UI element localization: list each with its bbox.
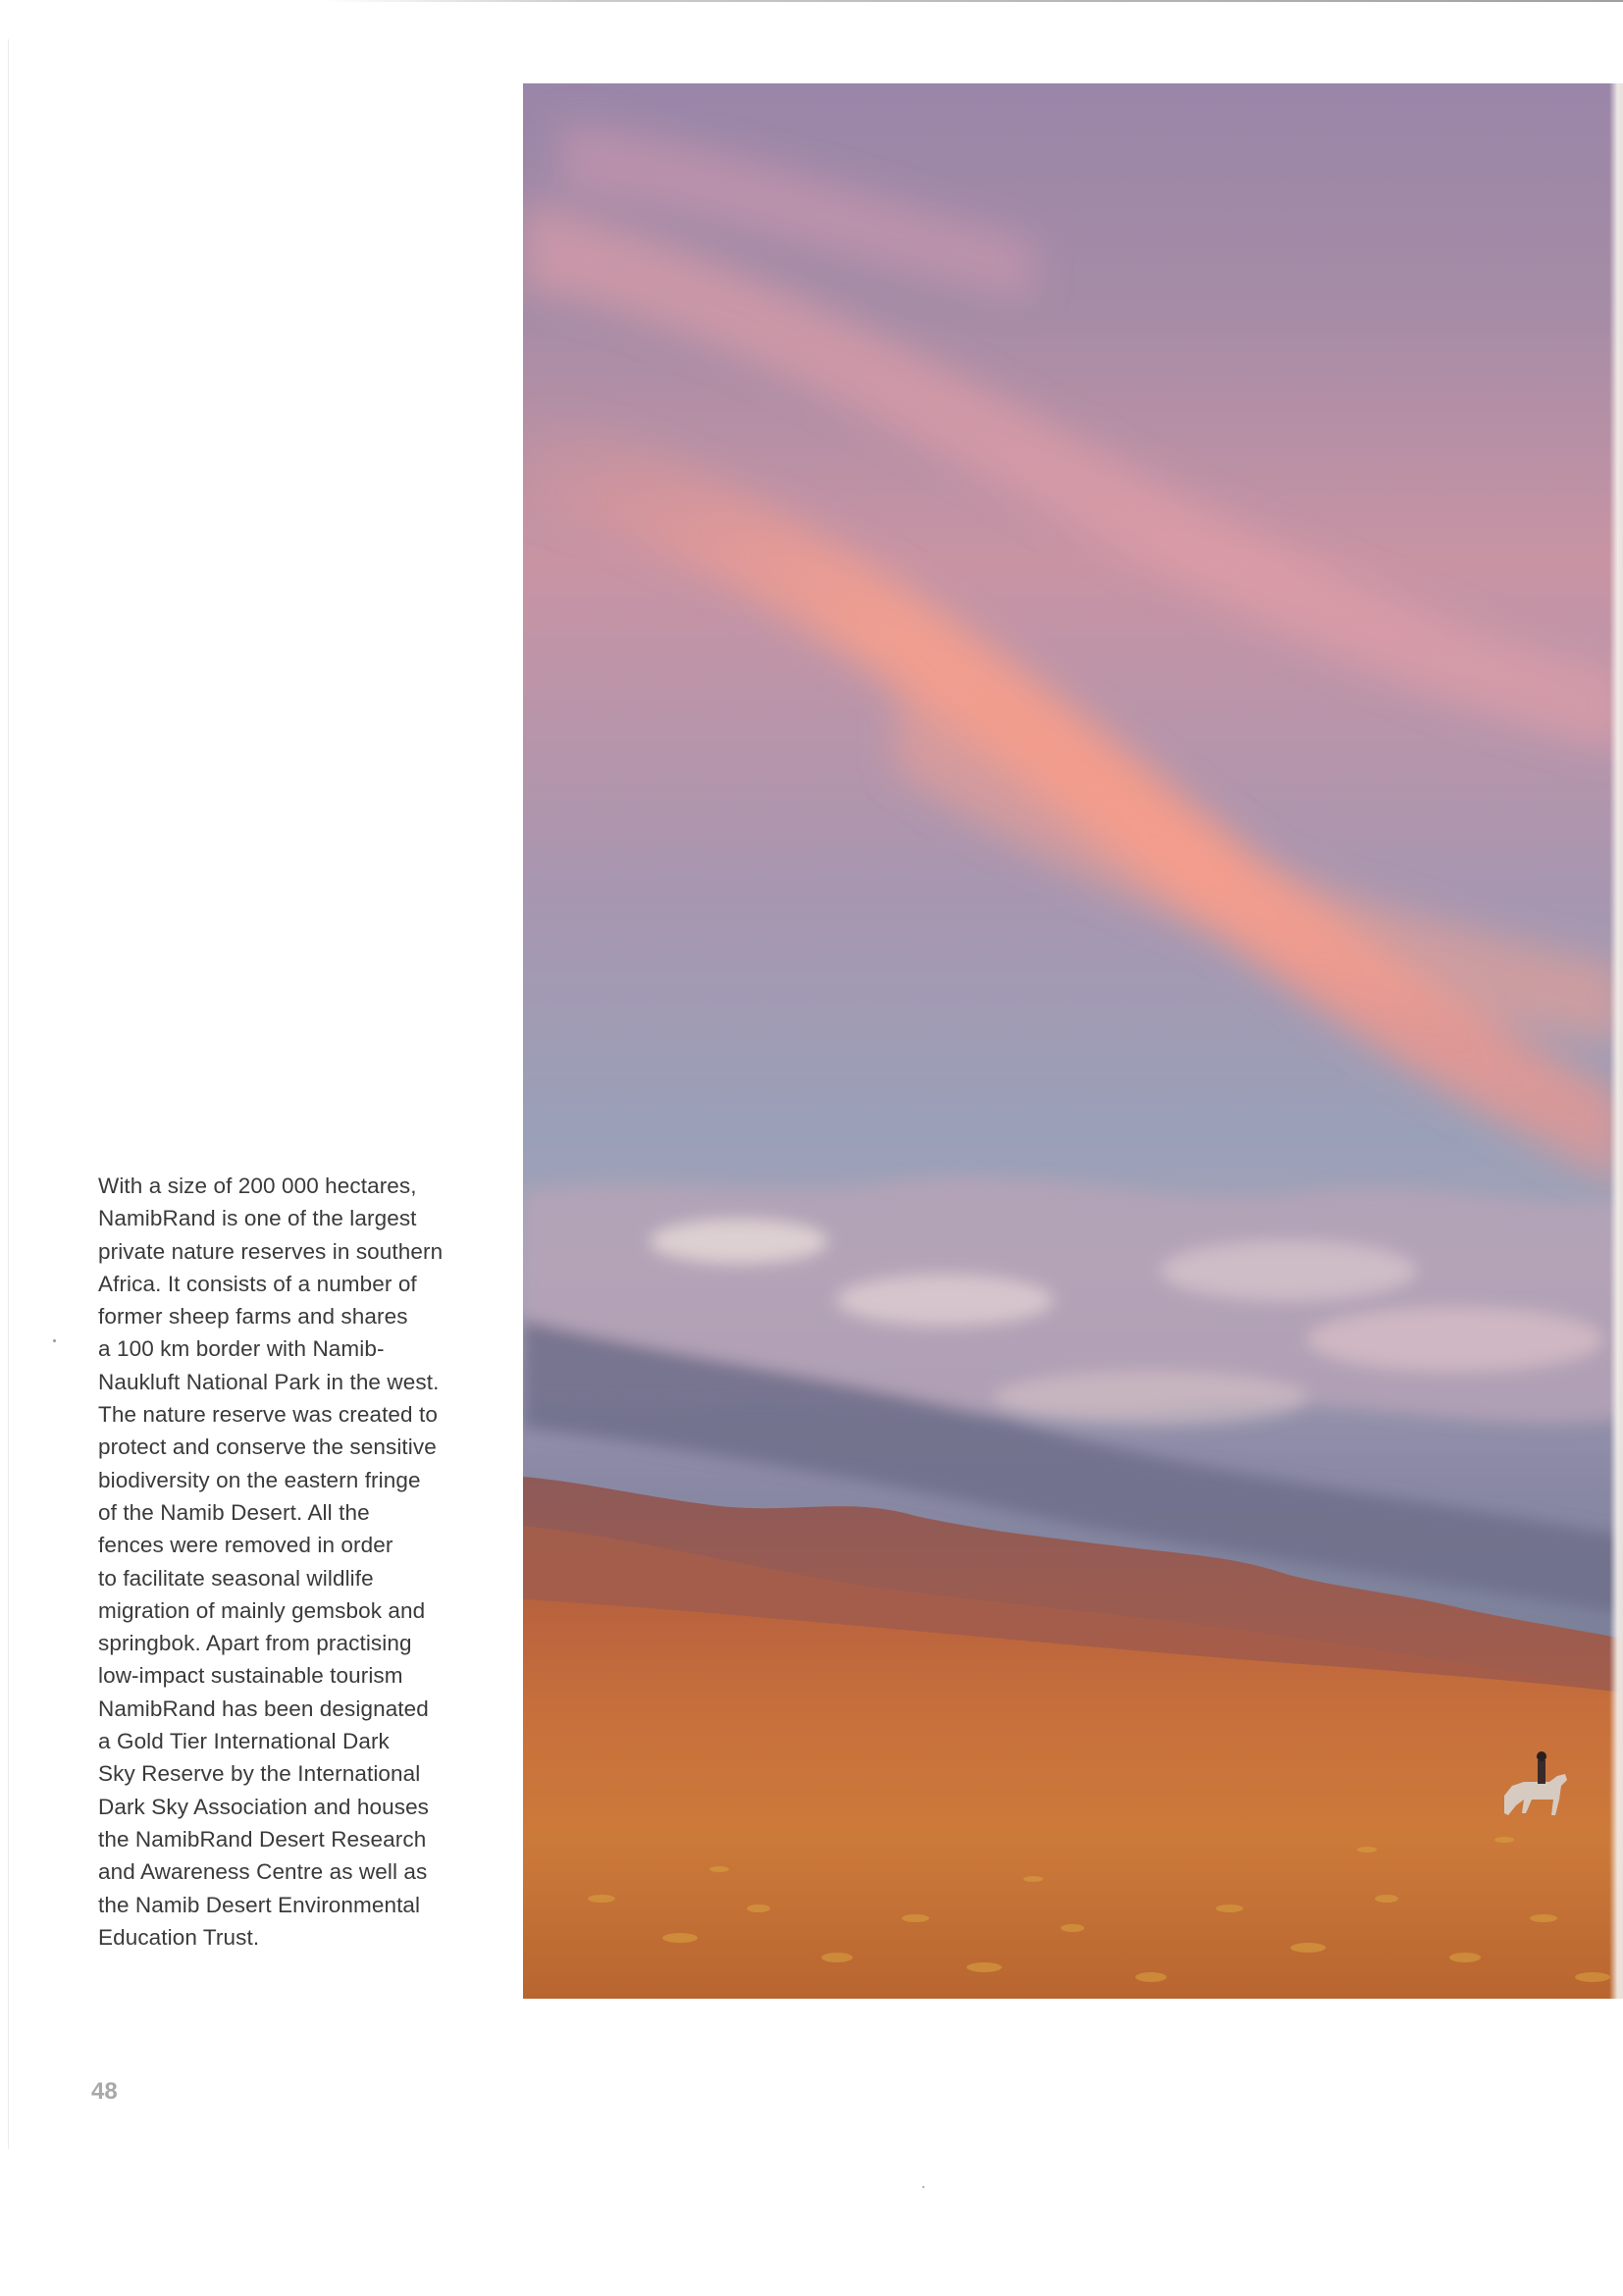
body-line: Education Trust. [98, 1924, 260, 1950]
body-line: With a size of 200 000 hectares, [98, 1174, 417, 1198]
body-line: Sky Reserve by the International [98, 1761, 421, 1787]
body-line: Africa. It consists of a number of [98, 1271, 417, 1296]
body-line: NamibRand has been designated [98, 1696, 429, 1721]
body-line: a 100 km border with Namib- [98, 1336, 385, 1362]
body-line: fences were removed in order [98, 1533, 393, 1558]
scan-speck [922, 2186, 924, 2188]
photo-illustration [523, 83, 1623, 1999]
scan-edge-left [8, 39, 9, 2149]
scan-edge-top [324, 0, 1623, 2]
scan-speck [53, 1339, 56, 1342]
body-line: to facilitate seasonal wildlife [98, 1565, 374, 1591]
body-line: low-impact sustainable tourism [98, 1663, 403, 1689]
body-line: private nature reserves in southern [98, 1238, 444, 1264]
body-line: the Namib Desert Environmental [98, 1892, 421, 1917]
body-line: Naukluft National Park in the west. [98, 1369, 440, 1394]
body-line: former sheep farms and shares [98, 1304, 408, 1330]
page-number: 48 [91, 2078, 118, 2105]
body-line: of the Namib Desert. All the [98, 1499, 370, 1525]
body-line: biodiversity on the eastern fringe [98, 1467, 421, 1492]
body-line: the NamibRand Desert Research [98, 1826, 427, 1852]
body-line: The nature reserve was created to [98, 1402, 438, 1428]
body-line: migration of mainly gemsbok and [98, 1597, 426, 1623]
body-line: NamibRand is one of the largest [98, 1206, 417, 1231]
body-line: springbok. Apart from practising [98, 1631, 412, 1656]
desert-sunset-photo [523, 83, 1623, 1999]
body-line: protect and conserve the sensitive [98, 1435, 437, 1460]
body-line: and Awareness Centre as well as [98, 1859, 428, 1885]
body-line: a Gold Tier International Dark [98, 1729, 390, 1754]
page-fold-edge [1609, 83, 1623, 1999]
article-body [98, 1170, 491, 1954]
body-line: Dark Sky Association and houses [98, 1794, 430, 1819]
